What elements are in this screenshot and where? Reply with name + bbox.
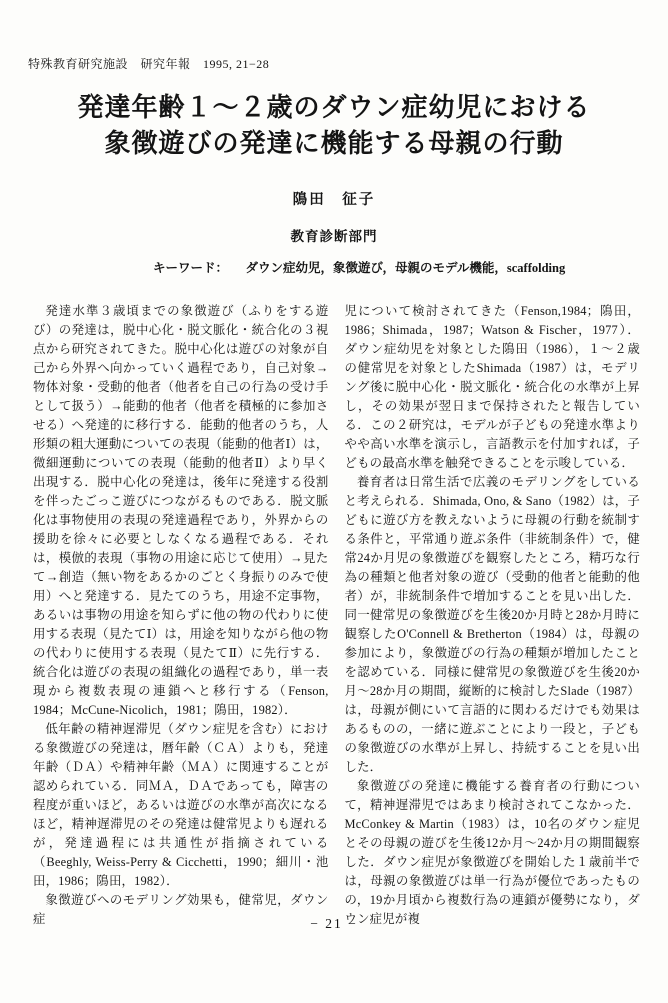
body-text xyxy=(33,302,640,929)
paper-title-line2: 象徴遊びの発達に機能する母親の行動 xyxy=(104,129,564,158)
paper-title-line1: 発達年齢１～２歳のダウン症幼児における xyxy=(77,93,591,122)
right-column-paragraph-3: 象徴遊びの発達に機能する養育者の行動について，精神遅滞児ではあまり検討されてこなかった．McConkey & Martin（1983）は，10名のダウン症児とその母親の遊びを生後12か月～24か月の期間観察した．ダウン症児が象徴遊びを開始した１歳前半では，母親の象徴遊びは単一行為が優位であったものの，19か月頃から複数行為の連鎖が優勢になり，ダウン症児が複 xyxy=(344,779,640,926)
paper-title xyxy=(0,90,668,162)
keywords-line xyxy=(153,258,565,276)
left-column-paragraph-1: 発達水準３歳頃までの象徴遊び（ふりをする遊び）の発達は，脱中心化・脱文脈化・統合化の３視点から研究されてきた。脱中心化は遊びの対象が自己から外界へ向かっていく過程であり，自己対象→物体対象・受動的他者（他者を自己の行為の受け手として扱う）→能動的他者（他者を積極的に参加させる）へ発達的に移行する．能動的他者のうち，人形類の粗大運動についての表現（能動的他者Ⅰ）は，微細運動についての表現（能動的他者Ⅱ）より早く出現する．脱中心化の発達は，後年に発達する役割を伴ったごっこ遊びにつながるものである．脱文脈化は事物使用の表現の発達過程であり，外界からの援助を徐々に必要としなくなる過程である．それは，模倣的表現（事物の用途に応じて使用）→見たて→創造（無い物をあるかのごとく身振りのみで使用）へと発達する．見たてのうち，用途不定事物，あるいは事物の用途を知らずに他の物の代わりに使用する表現（見たてⅠ）は，用途を知りながら他の物の代わりに使用する表現（見たてⅡ）に先行する．統合化は遊びの表現の組織化の過程であり，単一表現から複数表現の連鎖へと移行する（Fenson, 1984；McCune-Nicolich，1981；隝田，1982）． xyxy=(33,304,329,717)
left-column-paragraph-3: 象徴遊びへのモデリング効果も，健常児，ダウン症 xyxy=(33,893,329,926)
keywords-label: キーワード： xyxy=(153,261,229,275)
left-column-paragraph-2: 低年齢の精神遅滞児（ダウン症児を含む）における象徴遊びの発達は，暦年齢（ＣＡ）よりも，発達年齢（ＤＡ）や精神年齢（ＭＡ）に関連することが認められている．同ＭＡ，ＤＡであっても，障害の程度が重いほど，あるいは遊びの水準が高次になるほど，精神遅滞児のその発達は健常児よりも遅れるが，発達過程には共通性が指摘されている（Beeghly, Weiss-Perry & Cicchetti，1990；細川・池田，1986；隝田，1982）． xyxy=(33,722,329,888)
left-column xyxy=(33,302,329,929)
right-column-paragraph-2: 養育者は日常生活で広義のモデリングをしていると考えられる．Shimada, Ono, & Sano（1982）は，子どもに遊び方を教えないように母親の行動を統制する条件と，平常通り遊ぶ条件（非統制条件）で，健常24か月児の象徴遊びを観察したところ，精巧な行為の種類と他者対象の遊び（受動的他者と能動的他者）が，非統制条件で増加することを見い出した．同一健常児の象徴遊びを生後20か月時と28か月時に観察したO'Connell & Bretherton（1984）は，母親の参加により，象徴遊びの行為の種類が増加したことを認めている．同様に健常児の象徴遊びを生後20か月～28か月の期間，縦断的に検討したSlade（1987）は，母親が側にいて言語的に関わるだけでも効果はあるものの，一緒に遊ぶことにより一段と，子どもの象徴遊びの水準が上昇し、持続することを見い出した． xyxy=(344,475,640,774)
journal-header: 特殊教育研究施設 研究年報 1995, 21−28 xyxy=(28,57,270,71)
right-column xyxy=(345,302,641,929)
keywords-text: ダウン症幼児，象徴遊び，母親のモデル機能，scaffolding xyxy=(245,261,566,275)
author-affiliation: 教育診断部門 xyxy=(290,229,378,244)
author-name: 隝田 征子 xyxy=(292,192,376,208)
right-column-paragraph-1: 児について検討されてきた（Fenson,1984；隝田，1986；Shimada，1987；Watson & Fischer，1977）．ダウン症幼児を対象とした隝田（1986），１～２歳の健常児を対象としたShimada（1987）は，モデリング後に脱中心化・脱文脈化・統合化の水準が上昇し，その効果が翌日まで保持されたと報告している．この２研究は，モデルが子どもの発達水準よりやや高い水準を演示し，言語教示を付加すれば，子どもの最高水準を触発できることを示唆している． xyxy=(344,304,640,470)
page-number: − 21 − xyxy=(310,916,358,931)
